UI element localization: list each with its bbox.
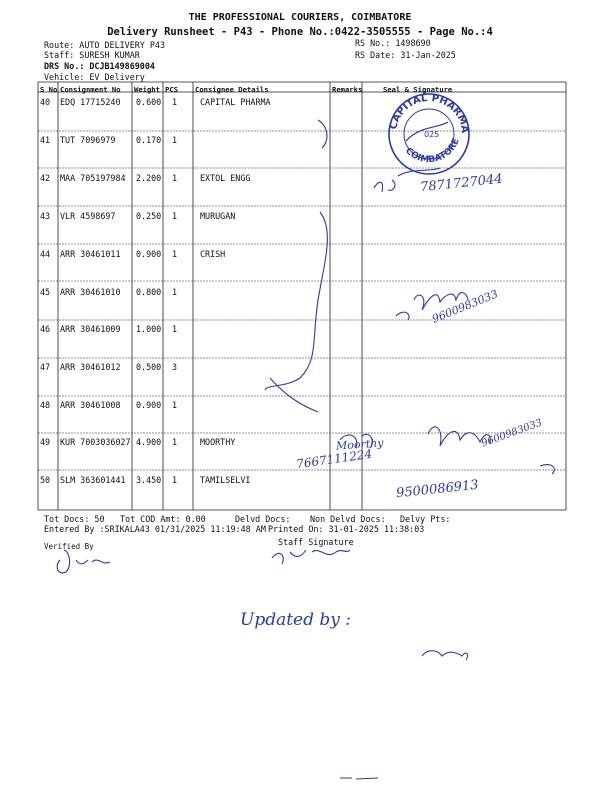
total-cod: Tot COD Amt: 0.00	[120, 514, 206, 524]
cell-weight: 3.450	[136, 475, 162, 485]
rs-date: RS Date: 31-Jan-2025	[355, 50, 456, 60]
cell-weight: 0.900	[136, 400, 162, 410]
cell-consignment: ARR 30461012	[60, 362, 121, 372]
cell-consignee: CAPITAL PHARMA	[200, 97, 271, 107]
runsheet-title: Delivery Runsheet - P43 - Phone No.:0422-3505555 - Page No.:4	[107, 26, 493, 38]
cell-weight: 0.800	[136, 287, 162, 297]
cell-sno: 41	[40, 135, 51, 145]
cell-pcs: 1	[172, 287, 178, 297]
cell-consignment: SLM 363601441	[60, 475, 126, 485]
drs-number: DRS No.: DCJB149869004	[44, 61, 155, 71]
cell-weight: 1.000	[136, 324, 162, 334]
cell-sno: 48	[40, 400, 51, 410]
cell-pcs: 1	[172, 475, 178, 485]
handwritten-phone-4: 9600983033	[480, 417, 544, 450]
col-consignment: Consignment No	[60, 85, 121, 94]
stamp-top-text: CAPITAL PHARMA	[388, 92, 471, 134]
cell-consignment: ARR 30461008	[60, 400, 121, 410]
cell-sno: 40	[40, 97, 51, 107]
cell-consignment: VLR 4598697	[60, 211, 116, 221]
staff-signature-label: Staff Signature	[278, 537, 354, 547]
col-remarks: Remarks	[332, 85, 363, 94]
company-title: THE PROFESSIONAL COURIERS, COIMBATORE	[188, 12, 412, 23]
cell-pcs: 1	[172, 249, 178, 259]
cell-sno: 43	[40, 211, 51, 221]
cell-pcs: 1	[172, 400, 178, 410]
cell-sno: 46	[40, 324, 51, 334]
cell-consignment: TUT 7096979	[60, 135, 116, 145]
col-sno: S No	[40, 85, 58, 94]
stamp-bottom-text: COIMBATORE	[403, 137, 462, 166]
cell-weight: 0.250	[136, 211, 162, 221]
col-seal: Seal & Signature	[383, 85, 453, 94]
cell-pcs: 1	[172, 211, 178, 221]
cell-consignee: MURUGAN	[200, 211, 236, 221]
cell-weight: 0.900	[136, 249, 162, 259]
company-seal-stamp	[384, 86, 474, 176]
handwritten-phone-1: 7871727044	[419, 171, 504, 196]
entered-by: Entered By :SRIKALA43 01/31/2025 11:19:48 AM	[44, 524, 266, 534]
svg-text:COIMBATORE	[403, 137, 462, 165]
cell-pcs: 1	[172, 173, 178, 183]
cell-pcs: 3	[172, 362, 178, 372]
staff-label: Staff: SURESH KUMAR	[44, 50, 140, 60]
updated-by-note: Updated by :	[240, 610, 352, 630]
handwritten-phone-3: 7667111224	[295, 446, 373, 472]
stamp-center: 025	[424, 130, 440, 139]
cell-sno: 45	[40, 287, 51, 297]
cell-sno: 42	[40, 173, 51, 183]
cell-consignment: ARR 30461011	[60, 249, 121, 259]
cell-sno: 49	[40, 437, 51, 447]
col-pcs: PCS	[165, 85, 178, 94]
cell-weight: 2.200	[136, 173, 162, 183]
cell-pcs: 1	[172, 437, 178, 447]
cell-consignee: MOORTHY	[200, 437, 236, 447]
cell-pcs: 1	[172, 135, 178, 145]
handwritten-phone-2: 9600983033	[430, 287, 500, 326]
cell-consignee: CRISH	[200, 249, 226, 259]
cell-weight: 0.600	[136, 97, 162, 107]
handwritten-name-moorthy: Moorthy	[335, 436, 384, 453]
cell-consignee: EXTOL ENGG	[200, 173, 251, 183]
cell-pcs: 1	[172, 97, 178, 107]
rs-number: RS No.: 1498690	[355, 38, 431, 48]
cell-consignment: ARR 30461010	[60, 287, 121, 297]
cell-weight: 0.500	[136, 362, 162, 372]
cell-consignment: ARR 30461009	[60, 324, 121, 334]
cell-pcs: 1	[172, 324, 178, 334]
cell-consignment: MAA 705197984	[60, 173, 126, 183]
route-label: Route: AUTO DELIVERY P43	[44, 40, 166, 50]
cell-sno: 47	[40, 362, 51, 372]
verified-by-label: Verified By	[44, 542, 94, 551]
delivery-points: Delvy Pts:	[400, 514, 451, 524]
cell-consignee: TAMILSELVI	[200, 475, 251, 485]
printed-on: Printed On: 31-01-2025 11:38:03	[268, 524, 425, 534]
vehicle-label: Vehicle: EV Delivery	[44, 72, 145, 82]
col-weight: Weight	[134, 85, 160, 94]
col-consignee: Consignee Details	[195, 85, 269, 94]
cell-sno: 44	[40, 249, 51, 259]
cell-consignment: EDQ 17715240	[60, 97, 121, 107]
handwritten-phone-5: 9500086913	[395, 477, 480, 502]
cell-weight: 0.170	[136, 135, 162, 145]
delivered-docs: Delvd Docs:	[235, 514, 291, 524]
total-docs: Tot Docs: 50	[44, 514, 105, 524]
cell-weight: 4.900	[136, 437, 162, 447]
non-delivered-docs: Non Delvd Docs:	[310, 514, 386, 524]
cell-sno: 50	[40, 475, 51, 485]
cell-consignment: KUR 7003036027	[60, 437, 131, 447]
